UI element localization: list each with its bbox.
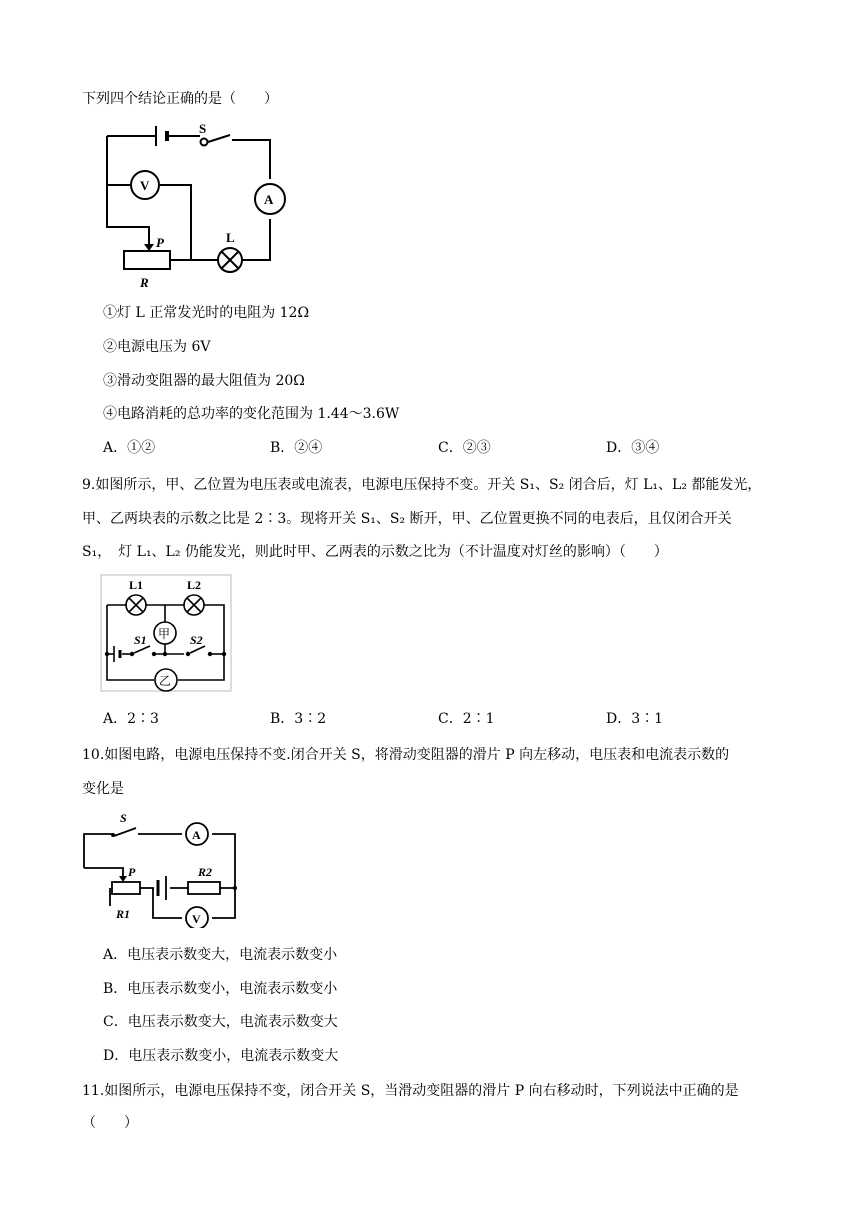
q8-rheostat-label: R [140, 275, 149, 290]
q10-r2-label: R2 [198, 865, 213, 879]
q9-text-line: S₁， 灯 L₁、L₂ 仍能发光，则此时甲、乙两表的示数之比为（不计温度对灯丝的影响）（ ） [82, 544, 668, 560]
q8-ammeter-label: A [264, 192, 274, 207]
q8-switch-label: S [199, 122, 207, 136]
q9-text-line: 甲、乙两块表的示数之比是 2∶3。现将开关 S₁、S₂ 断开，甲、乙位置更换不同的电表后，且仅闭合开关 [82, 511, 732, 527]
q9-switch2-label: S2 [190, 633, 203, 647]
q10-option-c[interactable]: C．电压表示数变大，电流表示数变大 [103, 1014, 338, 1030]
q8-slider-label: P [156, 235, 164, 250]
q11-text-line: （ ） [82, 1115, 138, 1131]
q9-option-b[interactable]: B．3∶2 [270, 711, 327, 727]
rheostat-icon [124, 251, 170, 269]
q10-option-d[interactable]: D．电压表示数变小，电流表示数变大 [103, 1048, 339, 1064]
q10-text-line: 变化是 [82, 781, 124, 797]
q9-meter-yi-label: 乙 [159, 674, 172, 688]
q10-option-a[interactable]: A．电压表示数变大，电流表示数变小 [103, 947, 338, 963]
q8-statement: ③滑动变阻器的最大阻值为 20Ω [103, 373, 305, 389]
q8-option-a[interactable]: A．①② [103, 440, 156, 456]
q8-option-c[interactable]: C．②③ [438, 440, 491, 456]
q8-option-b[interactable]: B．②④ [270, 440, 323, 456]
q10-switch-label: S [120, 811, 127, 825]
q8-circuit-svg [100, 122, 300, 292]
lamp-1-icon [126, 595, 146, 615]
q8-statement: ④电路消耗的总功率的变化范围为 1.44～3.6W [103, 406, 400, 422]
slider-arrow-icon [119, 876, 127, 882]
q9-lamp1-label: L1 [129, 578, 144, 592]
q11-text-line: 11.如图所示，电源电压保持不变，闭合开关 S，当滑动变阻器的滑片 P 向右移动时，下列说法中正确的是 [82, 1083, 739, 1099]
q10-option-b[interactable]: B．电压表示数变小，电流表示数变小 [103, 981, 338, 997]
q8-intro: 下列四个结论正确的是（ ） [82, 91, 278, 107]
q8-circuit-diagram [100, 122, 300, 292]
slider-arrow-icon [144, 244, 154, 251]
q8-voltmeter-label: V [140, 178, 150, 193]
q8-statement: ②电源电压为 6V [103, 339, 211, 355]
q8-statement: ①灯 L 正常发光时的电阻为 12Ω [103, 305, 310, 321]
q10-circuit-diagram [78, 806, 244, 928]
q9-option-c[interactable]: C．2∶1 [438, 711, 495, 727]
q8-lamp-label: L [226, 230, 235, 245]
q9-lamp2-label: L2 [187, 578, 202, 592]
resistor-r2-icon [188, 882, 220, 894]
q9-meter-jia-label: 甲 [158, 627, 171, 641]
q10-ammeter-label: A [192, 828, 201, 842]
q10-r1-label: R1 [116, 907, 131, 921]
q9-option-d[interactable]: D．3∶1 [606, 711, 664, 727]
q10-voltmeter-label: V [192, 912, 201, 926]
q9-option-a[interactable]: A．2∶3 [103, 711, 159, 727]
q9-circuit-diagram [100, 574, 232, 692]
q9-switch1-label: S1 [134, 633, 147, 647]
rheostat-r1-icon [112, 882, 140, 894]
switch-pivot [201, 139, 208, 146]
q9-text-line: 9.如图所示，甲、乙位置为电压表或电流表，电源电压保持不变。开关 S₁、S₂ 闭合后，灯 L₁、L₂ 都能发光， [82, 477, 762, 493]
q10-slider-label: P [128, 865, 136, 879]
q10-text-line: 10.如图电路，电源电压保持不变.闭合开关 S，将滑动变阻器的滑片 P 向左移动，电压表和电流表示数的 [82, 747, 730, 763]
q8-option-d[interactable]: D．③④ [606, 440, 660, 456]
lamp-2-icon [184, 595, 204, 615]
